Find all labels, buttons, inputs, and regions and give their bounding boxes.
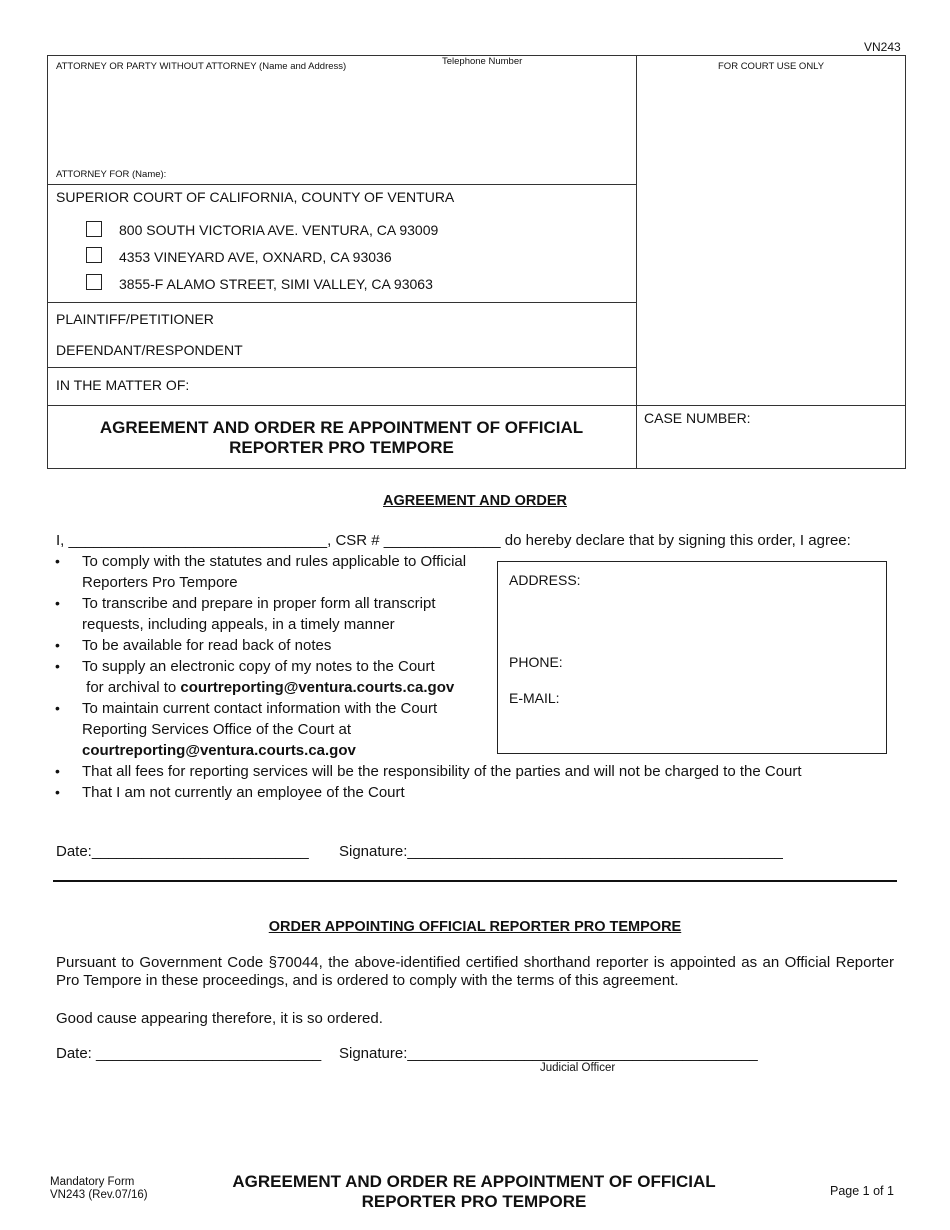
case-number-field[interactable] (644, 430, 899, 464)
agreement-heading: AGREEMENT AND ORDER (383, 493, 567, 509)
good-cause-statement: Good cause appearing therefore, it is so ordered. (56, 1010, 383, 1027)
row-divider (48, 184, 637, 185)
attorney-label: ATTORNEY OR PARTY WITHOUT ATTORNEY (Name and Address) (56, 61, 347, 72)
location-oxnard-checkbox[interactable] (86, 247, 102, 263)
column-divider (636, 56, 637, 469)
defendant-label: DEFENDANT/RESPONDENT (56, 342, 243, 358)
agreement-signature-field[interactable]: Signature:_____________________________________________ (339, 843, 783, 860)
order-heading: ORDER APPOINTING OFFICIAL REPORTER PRO TEMPORE (268, 919, 682, 935)
archival-email: courtreporting@ventura.courts.ca.gov (180, 679, 455, 696)
row-divider (48, 367, 637, 368)
phone-field[interactable] (563, 651, 877, 673)
agreement-item: • To transcribe and prepare in proper form all transcript requests, including appeals, in a timely manner (52, 593, 902, 635)
address-label: ADDRESS: (509, 572, 581, 588)
attorney-name-address-field[interactable] (56, 75, 626, 165)
case-number-label: CASE NUMBER: (644, 410, 751, 426)
form-code: VN243 (864, 40, 901, 54)
mandatory-form-label: Mandatory Form (50, 1176, 135, 1188)
order-paragraph: Pursuant to Government Code §70044, the above-identified certified shorthand reporter is appointed as an Official Reporter Pro Tempore in these proceedings, and is ordered to comply with the terms of this agreement. (56, 954, 894, 989)
agreement-item: • That I am not currently an employee of the Court (52, 782, 902, 803)
plaintiff-label: PLAINTIFF/PETITIONER (56, 311, 214, 327)
location-simi-valley-checkbox[interactable] (86, 274, 102, 290)
footer-title-line1: AGREEMENT AND ORDER RE APPOINTMENT OF OFFICIAL (232, 1172, 716, 1191)
agreement-item: • To maintain current contact information with the Court Reporting Services Office of the Court at courtreporting@ventura.courts.ca.gov (52, 698, 902, 761)
email-label: E-MAIL: (509, 690, 560, 706)
court-use-label: FOR COURT USE ONLY (718, 61, 825, 72)
order-date-field[interactable]: Date: ___________________________ (56, 1045, 322, 1062)
section-divider (53, 880, 897, 882)
location-oxnard-label: 4353 VINEYARD AVE, OXNARD, CA 93036 (119, 249, 392, 265)
form-title-line1: AGREEMENT AND ORDER RE APPOINTMENT OF OFFICIAL (99, 418, 584, 437)
revision-label: VN243 (Rev.07/16) (50, 1189, 148, 1201)
location-ventura-checkbox[interactable] (86, 221, 102, 237)
declaration-line: I, _______________________________, CSR # ______________ do hereby declare that by signing this order, I agree: (56, 532, 851, 549)
agreement-date-field[interactable]: Date:__________________________ (56, 843, 309, 860)
contact-update-email: courtreporting@ventura.courts.ca.gov (82, 742, 356, 759)
form-title-line2: REPORTER PRO TEMPORE (229, 438, 454, 457)
email-field[interactable] (563, 687, 877, 709)
location-ventura-label: 800 SOUTH VICTORIA AVE. VENTURA, CA 93009 (119, 222, 439, 238)
agreement-item: • To comply with the statutes and rules applicable to Official Reporters Pro Tempore (52, 551, 902, 593)
footer-title (200, 1172, 748, 1212)
agreement-item: • To be available for read back of notes (52, 635, 902, 656)
page-number: Page 1 of 1 (830, 1184, 894, 1198)
row-divider (48, 405, 906, 406)
footer-title-line2: REPORTER PRO TEMPORE (361, 1192, 587, 1211)
matter-label: IN THE MATTER OF: (56, 377, 190, 393)
judicial-officer-caption: Judicial Officer (540, 1062, 616, 1074)
attorney-for-label: ATTORNEY FOR (Name): (56, 169, 167, 180)
form-title (48, 418, 635, 458)
judicial-signature-field[interactable]: Signature:__________________________________________ (339, 1045, 758, 1062)
row-divider (48, 302, 637, 303)
address-field[interactable] (509, 592, 877, 637)
agreement-item: • That all fees for reporting services will be the responsibility of the parties and will not be charged to the Court (52, 761, 902, 782)
footer-form-info (50, 1176, 148, 1202)
phone-label: PHONE: (509, 654, 563, 670)
telephone-label: Telephone Number (442, 56, 523, 67)
court-name: SUPERIOR COURT OF CALIFORNIA, COUNTY OF VENTURA (56, 189, 455, 205)
location-simi-valley-label: 3855-F ALAMO STREET, SIMI VALLEY, CA 93063 (119, 276, 433, 292)
agreement-item: • To supply an electronic copy of my notes to the Court for archival to courtreporting@ventura.courts.ca.gov (52, 656, 902, 698)
